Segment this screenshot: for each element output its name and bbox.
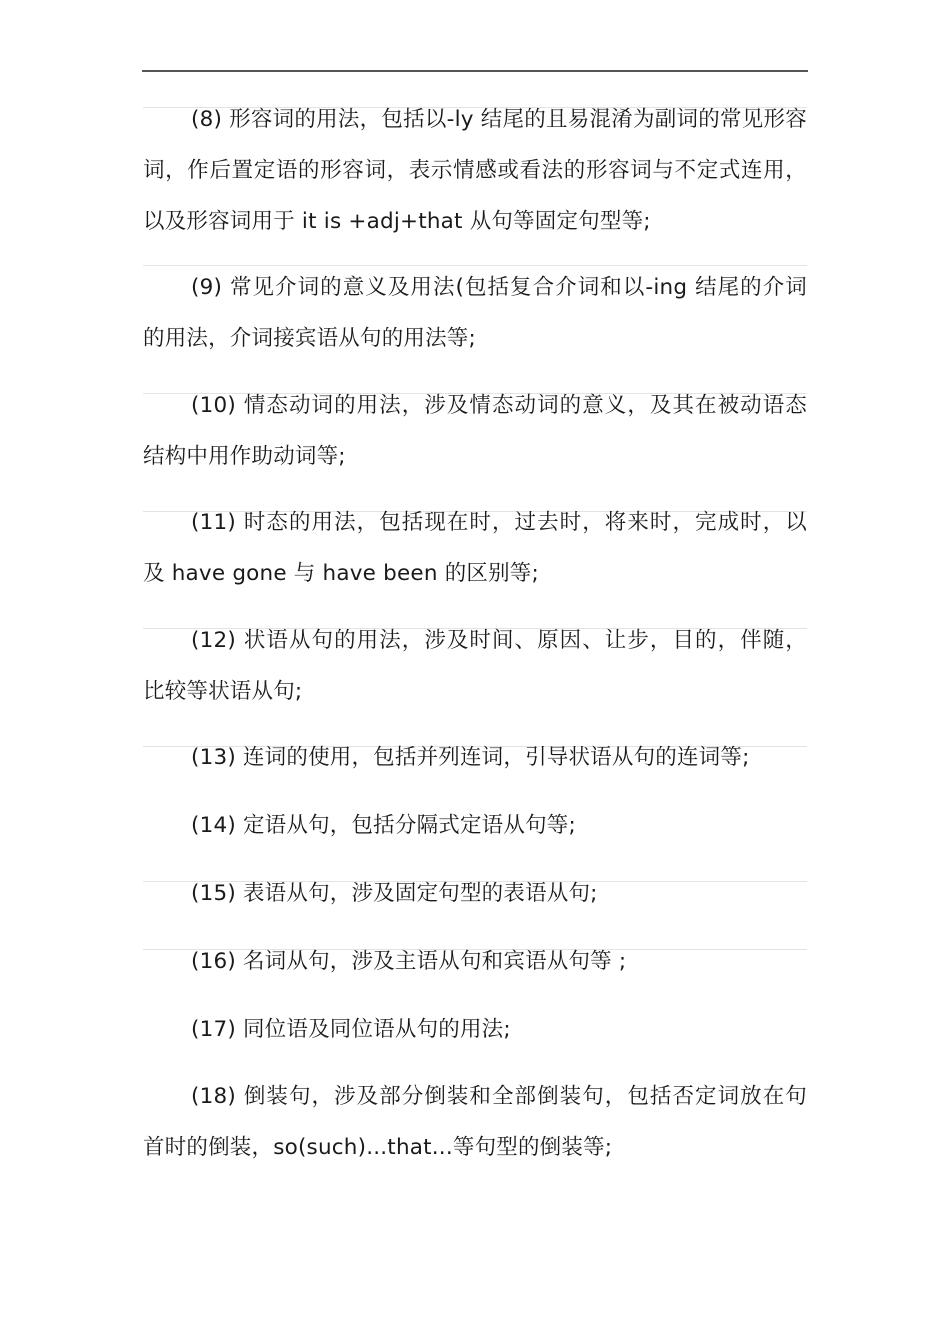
paragraph-item-18: (18) 倒装句，涉及部分倒装和全部倒装句，包括否定词放在句首时的倒装，so(such)...that...等句型的倒装等; — [143, 1084, 807, 1160]
paragraph-item-14: (14) 定语从句，包括分隔式定语从句等; — [191, 813, 576, 838]
paragraph-item-11: (11) 时态的用法，包括现在时，过去时，将来时，完成时，以及 have gone 与 have been 的区别等; — [143, 510, 807, 586]
paragraph-item-9: (9) 常见介词的意义及用法(包括复合介词和以-ing 结尾的介词的用法，介词接宾语从句的用法等; — [143, 275, 807, 351]
paragraph-item-10: (10) 情态动词的用法，涉及情态动词的意义，及其在被动语态结构中用作助动词等; — [143, 393, 807, 469]
header-rule — [142, 70, 808, 72]
paragraph-item-16: (16) 名词从句，涉及主语从句和宾语从句等 ; — [191, 949, 627, 974]
paragraph-item-12: (12) 状语从句的用法，涉及时间、原因、让步，目的，伴随，比较等状语从句; — [143, 628, 807, 704]
paragraph-item-15: (15) 表语从句，涉及固定句型的表语从句; — [191, 881, 598, 906]
paragraph-item-13: (13) 连词的使用，包括并列连词，引导状语从句的连词等; — [191, 745, 750, 770]
paragraph-item-8: (8) 形容词的用法，包括以-ly 结尾的且易混淆为副词的常见形容词，作后置定语的形容词，表示情感或看法的形容词与不定式连用，以及形容词用于 it is +adj+that 从句等固定句型等; — [143, 107, 807, 234]
paragraph-item-17: (17) 同位语及同位语从句的用法; — [191, 1017, 511, 1042]
